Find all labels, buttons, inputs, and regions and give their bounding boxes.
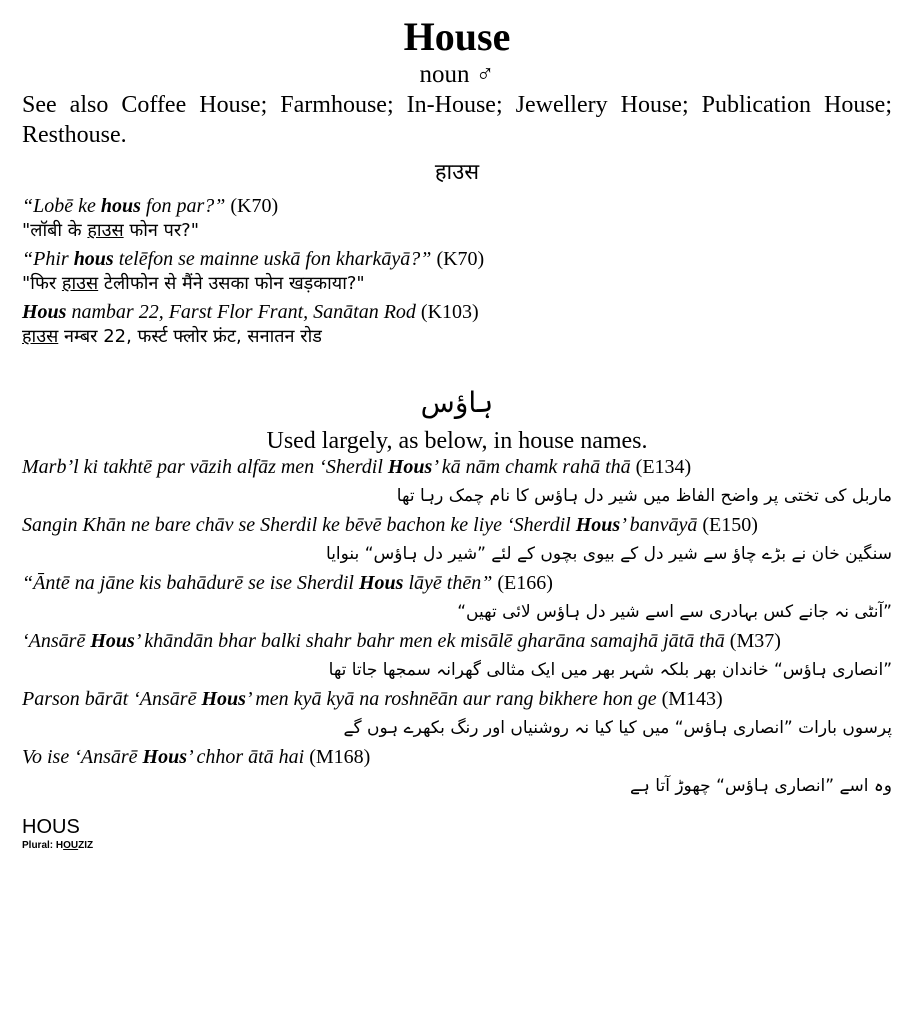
text-segment: Marb’l ki takhtē par vāzih alfāz men ‘Sherdil (22, 456, 388, 478)
example-transliteration (22, 687, 892, 711)
citation: (M37) (724, 630, 781, 652)
citation: (M143) (656, 688, 723, 710)
example-transliteration (22, 745, 892, 769)
keyword: Hous (22, 301, 67, 323)
keyword: Hous (201, 688, 246, 710)
hindi-example (22, 300, 892, 349)
keyword: हाउस (61, 273, 99, 294)
text-segment: ’ banvāyā (620, 514, 698, 536)
text-segment: फोन पर?" (123, 220, 200, 241)
example-urdu: ”آنٹی نہ جانے کس بہادری سے اسے شیر دل ہاؤس لائی تھیں“ (457, 602, 892, 622)
keyword: हाउस (87, 220, 124, 241)
example-urdu: وہ اسے ”انصاری ہاؤس“ چھوڑ آتا ہے (629, 776, 892, 796)
citation: (E150) (697, 514, 758, 536)
plural-form (22, 839, 892, 853)
citation: (K103) (415, 301, 479, 323)
keyword: hous (100, 195, 141, 217)
urdu-example (22, 745, 892, 801)
citation: (E166) (492, 572, 553, 594)
example-transliteration (22, 247, 892, 272)
keyword: Hous (575, 514, 621, 536)
example-urdu: سنگین خان نے بڑے چاؤ سے شیر دل کے بیوی بچوں کے لئے ”شیر دل ہاؤس“ بنوایا (326, 544, 892, 564)
example-transliteration (22, 571, 892, 595)
example-urdu: ماربل کی تختی پر واضح الفاظ میں شیر دل ہاؤس کا نام چمک رہا تھا (396, 486, 892, 506)
text-segment: "फिर (22, 273, 62, 294)
text-segment: telēfon se mainne uskā fon kharkāyā?” (113, 248, 432, 270)
part-of-speech: noun ♂ (419, 61, 495, 88)
usage-note: Used largely, as below, in house names. (266, 428, 648, 454)
text-segment: ‘Ansārē (22, 630, 91, 652)
headword: House (403, 14, 511, 59)
text-segment: “Phir (22, 248, 74, 270)
stressed-segment: OU (63, 840, 79, 851)
text-segment: ZIZ (78, 840, 94, 851)
text-segment: "लॉबी के (22, 220, 88, 241)
text-segment: ’ men kyā kyā na roshnēān aur rang bikhere hon ge (245, 688, 657, 710)
urdu-headword: ہاؤس (420, 386, 494, 419)
keyword: Hous (359, 572, 404, 594)
text-segment: lāyē thēn” (403, 572, 493, 594)
text-segment: Parson bārāt ‘Ansārē (22, 688, 202, 710)
dictionary-entry (22, 14, 892, 853)
citation: (M168) (304, 746, 371, 768)
text-segment: “Lobē ke (22, 195, 101, 217)
keyword: Hous (142, 746, 188, 768)
text-segment: Vo ise ‘Ansārē (22, 746, 143, 768)
hindi-examples (22, 194, 892, 349)
devanagari-headword: हाउस (434, 160, 480, 185)
example-transliteration (22, 300, 892, 325)
text-segment: “Āntē na jāne kis bahādurē se ise Sherdil (22, 572, 359, 594)
hindi-example (22, 247, 892, 296)
urdu-example (22, 571, 892, 627)
example-transliteration (22, 194, 892, 219)
example-devanagari (22, 219, 892, 243)
urdu-example (22, 455, 892, 511)
citation: (K70) (431, 248, 485, 270)
urdu-example (22, 687, 892, 743)
example-transliteration (22, 455, 892, 479)
hindi-example (22, 194, 892, 243)
keyword: Hous (90, 630, 135, 652)
example-transliteration (22, 513, 892, 537)
citation: (K70) (225, 195, 279, 217)
romanized-word: HOUS (22, 816, 80, 838)
urdu-example (22, 629, 892, 685)
keyword: Hous (387, 456, 433, 478)
text-segment: ’ kā nām chamk rahā thā (432, 456, 631, 478)
text-segment: fon par?” (140, 195, 226, 217)
example-urdu: ”انصاری ہاؤس“ خاندان بھر بلکہ شہر بھر میں ایک مثالی گھرانہ سمجھا جاتا تھا (328, 660, 892, 680)
example-devanagari (22, 272, 892, 296)
text-segment: nambar 22, Farst Flor Frant, Sanātan Rod (66, 301, 416, 323)
example-urdu: پرسوں بارات ”انصاری ہاؤس“ میں کیا کیا نہ روشنیاں اور رنگ بکھرے ہوں گے (343, 718, 892, 738)
text-segment: ’ chhor ātā hai (187, 746, 305, 768)
urdu-example (22, 513, 892, 569)
text-segment: नम्बर 22, फर्स्ट फ्लोर फ्रंट, सनातन रोड (58, 326, 322, 347)
keyword: hous (73, 248, 114, 270)
text-segment: Plural: H (22, 840, 64, 851)
example-transliteration (22, 629, 892, 653)
see-also: See also Coffee House; Farmhouse; In-House; Jewellery House; Publication House; Resthouse. (22, 92, 892, 148)
example-devanagari (22, 325, 892, 349)
text-segment: ’ khāndān bhar balki shahr bahr men ek misālē gharāna samajhā jātā thā (134, 630, 725, 652)
text-segment: टेलीफोन से मैंने उसका फोन खड़काया?" (98, 273, 365, 294)
citation: (E134) (630, 456, 692, 478)
urdu-examples (22, 455, 892, 801)
keyword: हाउस (22, 326, 59, 347)
text-segment: Sangin Khān ne bare chāv se Sherdil ke bēvē bachon ke liye ‘Sherdil (22, 514, 576, 536)
